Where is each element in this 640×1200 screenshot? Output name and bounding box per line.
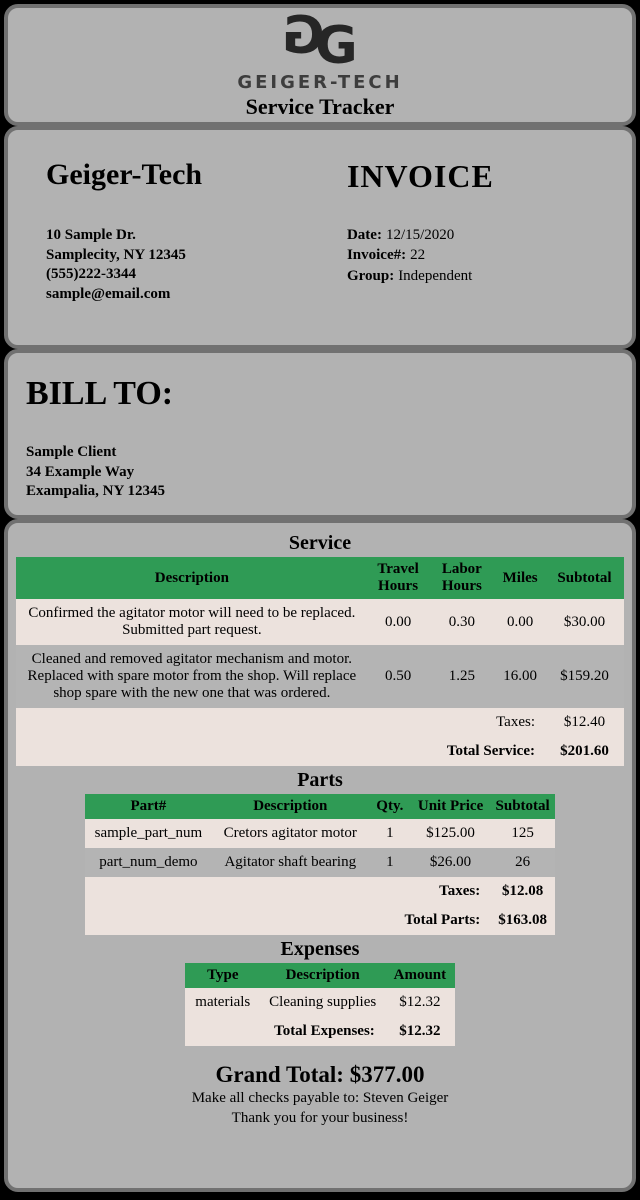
date-value: 12/15/2020 <box>385 227 455 243</box>
invoice-number-value: 22 <box>410 247 426 264</box>
cell-unit-price: $26.00 <box>411 848 490 877</box>
expenses-total-label: Total Expenses: <box>185 1017 385 1046</box>
cell-description: Cleaned and removed agitator mechanism and motor. Replaced with spare motor from the shop. Will replace shop spare with the new one that was ordered. <box>16 645 368 708</box>
date-label: Date: <box>346 227 382 243</box>
app-header-card <box>4 4 636 126</box>
cell-subtotal: $159.20 <box>545 645 624 708</box>
cell-labor-hours: 1.25 <box>428 645 495 708</box>
service-total-label: Total Service: <box>16 737 545 766</box>
cell-amount: $12.32 <box>385 988 455 1017</box>
parts-total-value: $163.08 <box>490 906 555 935</box>
service-row <box>16 645 624 708</box>
col-header-description: Description <box>212 794 369 819</box>
cell-description: Confirmed the agitator motor will need to be replaced. Submitted part request. <box>16 599 368 645</box>
cell-description: Cleaning supplies <box>261 988 385 1017</box>
parts-row <box>85 819 555 848</box>
company-address <box>46 226 347 304</box>
invoice-date-line <box>347 225 602 245</box>
grand-total: Grand Total: $377.00 <box>215 1062 425 1087</box>
parts-taxes-row <box>85 877 555 906</box>
col-header-qty: Qty. <box>369 794 411 819</box>
col-header-description: Description <box>16 557 368 599</box>
service-row <box>16 599 624 645</box>
cell-description: Agitator shaft bearing <box>212 848 369 877</box>
logo-letter-right: G <box>315 16 358 76</box>
group-label: Group: <box>346 267 395 284</box>
service-header-row <box>16 557 624 599</box>
col-header-type: Type <box>185 963 261 988</box>
expenses-table <box>185 963 455 1046</box>
parts-taxes-label: Taxes: <box>85 877 490 906</box>
service-taxes-row <box>16 708 624 737</box>
parts-total-label: Total Parts: <box>85 906 490 935</box>
invoice-number-line <box>347 245 602 265</box>
bill-to-title: BILL TO: <box>26 375 174 412</box>
expenses-header-row <box>185 963 455 988</box>
invoice-title: INVOICE <box>346 158 494 194</box>
cell-part-num: sample_part_num <box>85 819 212 848</box>
brand-name: GEIGER-TECH <box>237 72 403 93</box>
cell-travel-hours: 0.00 <box>368 599 429 645</box>
invoice-header-card <box>4 126 636 349</box>
group-line <box>347 266 602 286</box>
expenses-total-value: $12.32 <box>385 1017 455 1046</box>
service-section-title: Service <box>288 532 352 554</box>
parts-taxes-value: $12.08 <box>490 877 555 906</box>
bill-to-card <box>4 349 636 519</box>
col-header-subtotal: Subtotal <box>490 794 555 819</box>
invoice-meta <box>347 225 602 286</box>
cell-subtotal: 125 <box>490 819 555 848</box>
address-line: (555)222-3344 <box>46 266 136 282</box>
cell-unit-price: $125.00 <box>411 819 490 848</box>
group-value: Independent <box>398 267 473 284</box>
parts-total-row <box>85 906 555 935</box>
cell-miles: 16.00 <box>495 645 545 708</box>
cell-qty: 1 <box>369 848 411 877</box>
bill-to-line: Sample Client <box>26 444 117 460</box>
col-header-subtotal: Subtotal <box>545 557 624 599</box>
cell-labor-hours: 0.30 <box>428 599 495 645</box>
address-line: sample@email.com <box>46 285 171 302</box>
expenses-section-title: Expenses <box>280 938 360 960</box>
service-taxes-label: Taxes: <box>16 708 545 737</box>
col-header-unit-price: Unit Price <box>411 794 490 819</box>
col-header-part-num: Part# <box>85 794 212 819</box>
payable-note: Make all checks payable to: Steven Geiger <box>191 1090 449 1106</box>
expenses-row <box>185 988 455 1017</box>
invoice-meta-column <box>347 158 602 345</box>
cell-description: Cretors agitator motor <box>212 819 369 848</box>
parts-header-row <box>85 794 555 819</box>
invoice-number-label: Invoice#: <box>346 247 407 264</box>
cell-part-num: part_num_demo <box>85 848 212 877</box>
col-header-travel-hours: Travel Hours <box>368 557 429 599</box>
invoice-details-card <box>4 519 636 1192</box>
expenses-total-row <box>185 1017 455 1046</box>
cell-subtotal: $30.00 <box>545 599 624 645</box>
bill-to-line: Exampalia, NY 12345 <box>26 483 166 499</box>
cell-type: materials <box>185 988 261 1017</box>
col-header-description: Description <box>261 963 385 988</box>
company-name: Geiger-Tech <box>46 158 203 191</box>
service-total-row <box>16 737 624 766</box>
app-title: Service Tracker <box>245 94 395 119</box>
col-header-miles: Miles <box>495 557 545 599</box>
parts-table <box>85 794 555 935</box>
cell-travel-hours: 0.50 <box>368 645 429 708</box>
parts-section-title: Parts <box>297 769 343 791</box>
col-header-labor-hours: Labor Hours <box>428 557 495 599</box>
bill-to-address <box>26 443 614 502</box>
bill-to-line: 34 Example Way <box>26 463 135 480</box>
logo-letter-left: G <box>282 6 325 66</box>
thanks-note: Thank you for your business! <box>231 1110 409 1127</box>
service-taxes-value: $12.40 <box>545 708 624 737</box>
cell-miles: 0.00 <box>495 599 545 645</box>
address-line: 10 Sample Dr. <box>46 227 136 243</box>
cell-subtotal: 26 <box>490 848 555 877</box>
geiger-tech-logo-icon <box>8 6 632 76</box>
address-line: Samplecity, NY 12345 <box>46 246 186 263</box>
col-header-amount: Amount <box>385 963 455 988</box>
company-column <box>46 158 347 345</box>
parts-row <box>85 848 555 877</box>
cell-qty: 1 <box>369 819 411 848</box>
service-table <box>16 557 624 766</box>
service-total-value: $201.60 <box>545 737 624 766</box>
